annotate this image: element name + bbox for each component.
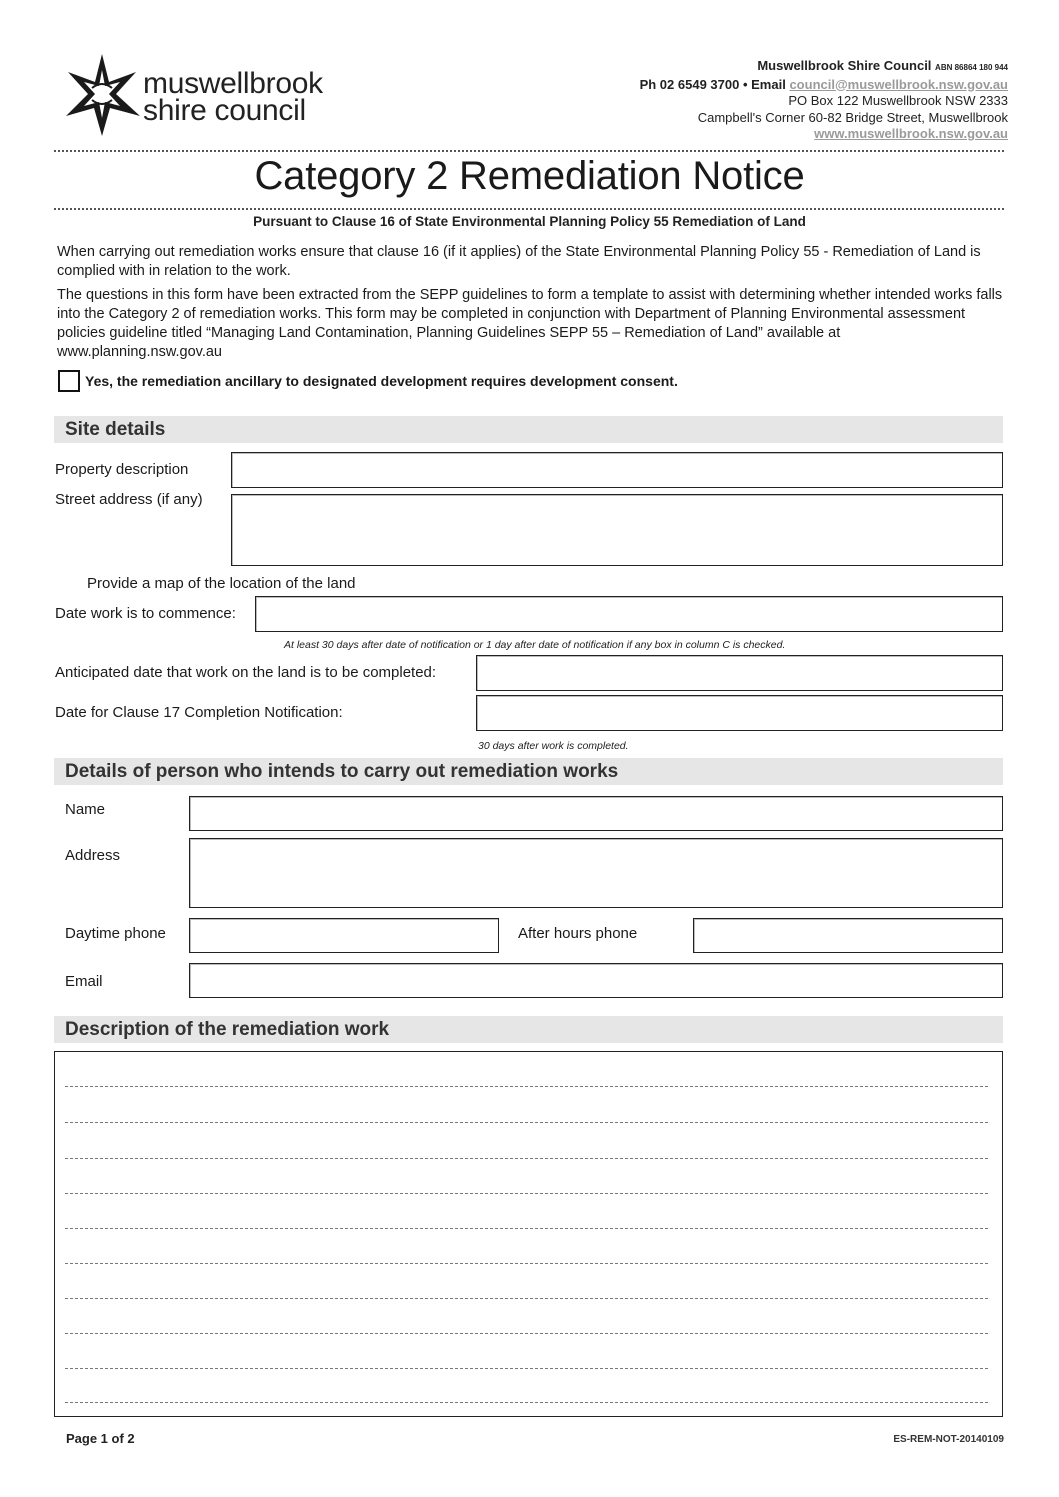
logo-line-1: muswellbrook (143, 67, 323, 100)
intro-paragraph-2: The questions in this form have been extracted from the SEPP guidelines to form a template to assist with determining whether intended works falls into the Category 2 of remediation works. This form may be completed in conjunction with Department of Planning Environmental assessment policies guideline titled “Managing Land Contamination, Planning Guidelines SEPP 55 – Remediation of Land” available at www.planning.nsw.gov.au (57, 287, 1003, 360)
street-address-label: Street address (if any) (55, 491, 203, 508)
writing-line (65, 1368, 988, 1369)
section-person-details (54, 758, 1003, 785)
section-site-details (54, 416, 1003, 443)
email-label: Email (65, 973, 103, 990)
property-description-label: Property description (55, 461, 189, 478)
writing-line (65, 1228, 988, 1229)
commence-date-label: Date work is to commence: (55, 605, 236, 622)
logo-wordmark (143, 67, 323, 127)
council-name: Muswellbrook Shire Council (757, 58, 932, 73)
after-hours-phone-label: After hours phone (518, 925, 638, 942)
writing-line (65, 1402, 988, 1403)
completion-date-label: Anticipated date that work on the land is to be completed: (55, 664, 437, 681)
section-heading: Details of person who intends to carry out remediation works (65, 761, 619, 782)
after-hours-phone-field[interactable] (693, 918, 1003, 953)
writing-line (65, 1122, 988, 1123)
po-box: PO Box 122 Muswellbrook NSW 2333 (788, 93, 1008, 108)
intro-paragraph-1: When carrying out remediation works ensure that clause 16 (if it applies) of the State Environmental Planning Policy 55 - Remediation of Land is complied with in relation to the work. (57, 244, 981, 279)
contact-phone-line (640, 77, 1008, 94)
section-heading: Description of the remediation work (65, 1019, 390, 1040)
consent-checkbox[interactable] (58, 370, 80, 392)
phone: Ph 02 6549 3700 (639, 76, 740, 92)
section-heading: Site details (65, 419, 166, 440)
writing-line (65, 1086, 988, 1087)
page-title: Category 2 Remediation Notice (254, 154, 805, 198)
website-link[interactable]: www.muswellbrook.nsw.gov.au (814, 126, 1008, 141)
bullet: • (742, 76, 748, 92)
contact-block (640, 58, 1008, 143)
writing-line (65, 1158, 988, 1159)
clause17-date-field[interactable] (476, 695, 1003, 731)
star-logo-icon (62, 52, 142, 138)
clause17-date-label: Date for Clause 17 Completion Notification: (55, 704, 343, 721)
name-label: Name (65, 801, 106, 818)
page-number: Page 1 of 2 (66, 1431, 135, 1446)
page-subtitle: Pursuant to Clause 16 of State Environmental Planning Policy 55 Remediation of Land (253, 214, 806, 229)
writing-line (65, 1333, 988, 1334)
section-description (54, 1016, 1003, 1043)
consent-checkbox-label: Yes, the remediation ancillary to designated development requires development consent. (85, 373, 678, 389)
address-label: Address (65, 847, 121, 864)
writing-line (65, 1298, 988, 1299)
writing-line (65, 1263, 988, 1264)
street-address-field[interactable] (231, 494, 1003, 566)
clause17-note: 30 days after work is completed. (478, 740, 629, 752)
completion-date-field[interactable] (476, 655, 1003, 691)
daytime-phone-label: Daytime phone (65, 925, 166, 942)
name-field[interactable] (189, 796, 1003, 831)
form-code: ES-REM-NOT-20140109 (893, 1434, 1004, 1445)
writing-line (65, 1193, 988, 1194)
logo-line-2: shire council (143, 94, 306, 127)
email-label: Email (751, 76, 786, 92)
abn: ABN 86864 180 944 (935, 63, 1008, 72)
divider-title (54, 208, 1004, 210)
commence-date-note: At least 30 days after date of notification or 1 day after date of notification if any box in column C is checked. (284, 639, 786, 651)
street-address: Campbell's Corner 60-82 Bridge Street, Muswellbrook (697, 109, 1008, 125)
property-description-field[interactable] (231, 452, 1003, 488)
address-field[interactable] (189, 838, 1003, 908)
commence-date-field[interactable] (255, 596, 1003, 632)
map-instruction: Provide a map of the location of the land (87, 575, 356, 592)
contact-org-line (640, 58, 1008, 77)
daytime-phone-field[interactable] (189, 918, 499, 953)
divider-top (54, 150, 1004, 152)
email-link[interactable]: council@muswellbrook.nsw.gov.au (789, 76, 1008, 92)
description-field[interactable] (54, 1051, 1003, 1417)
email-field[interactable] (189, 963, 1003, 998)
